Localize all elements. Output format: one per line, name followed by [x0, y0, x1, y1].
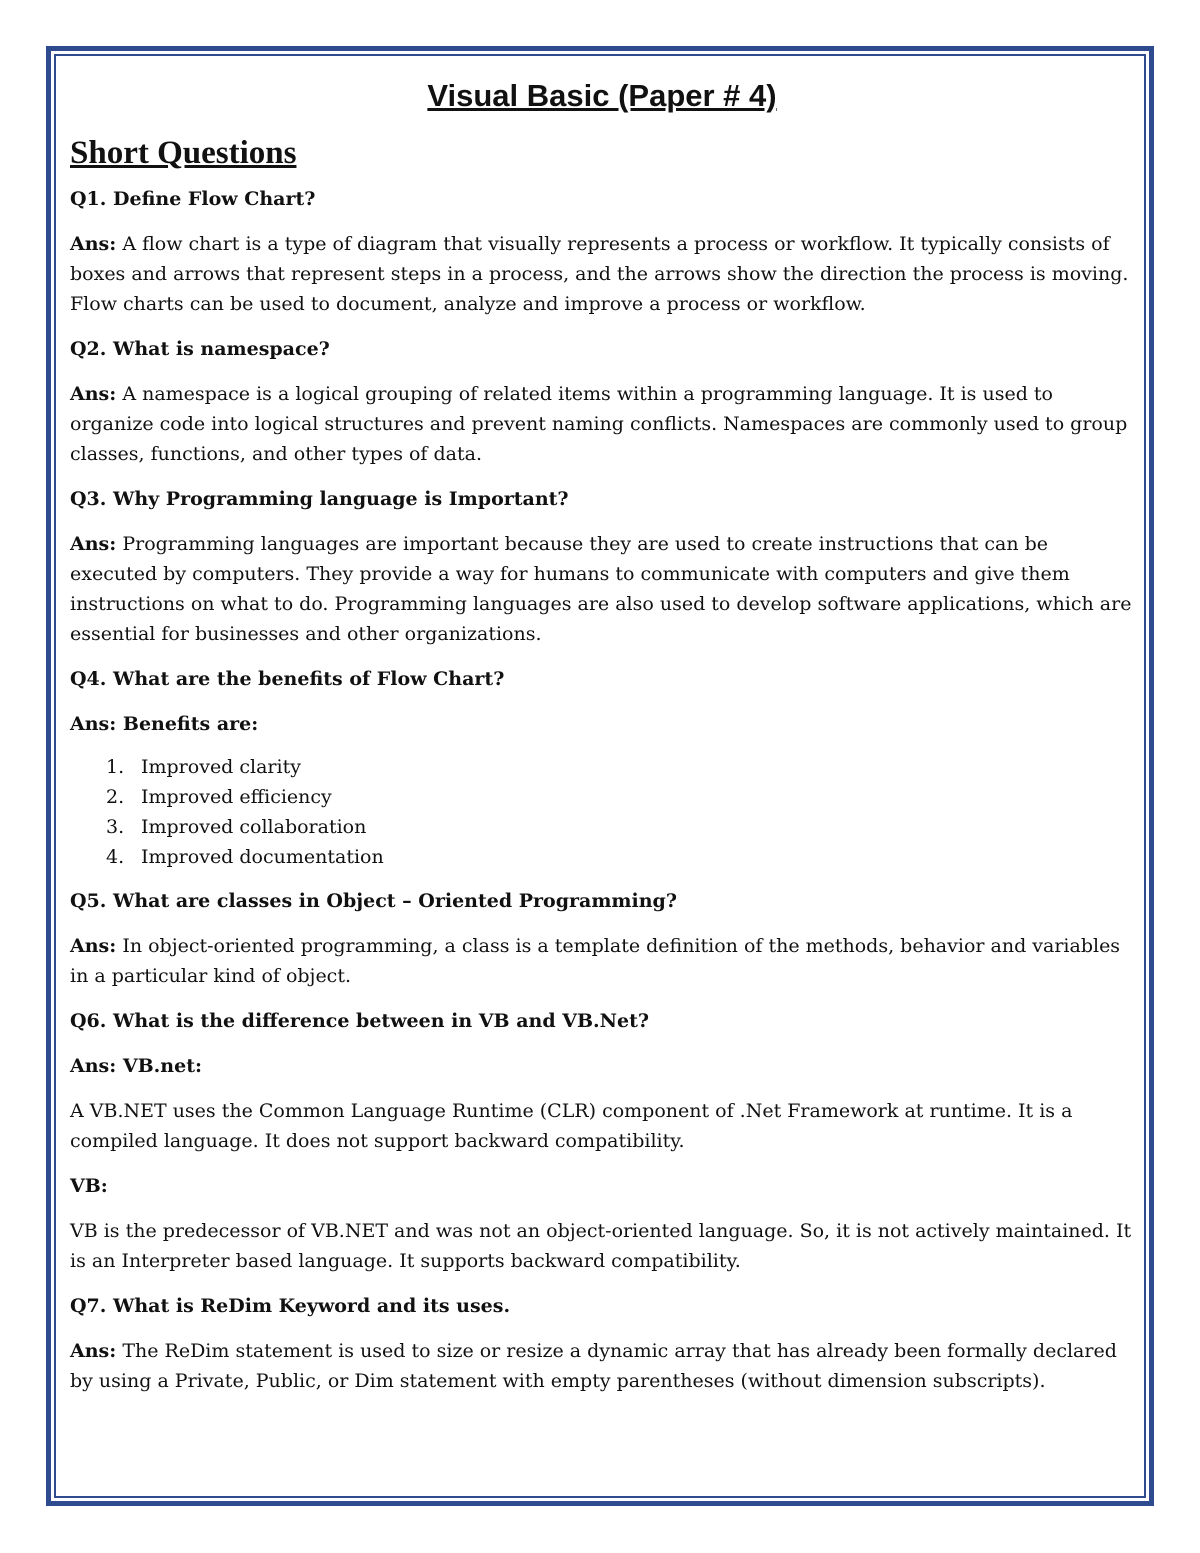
answer-label: Ans: — [70, 1340, 117, 1362]
answer-1 — [70, 229, 1134, 319]
list-item-text: Improved clarity — [141, 756, 301, 778]
list-item — [70, 812, 1134, 842]
answer-3 — [70, 529, 1134, 649]
question-5: Q5. What are classes in Object – Oriented Programming? — [70, 890, 677, 912]
answer-2-text: A namespace is a logical grouping of related items within a programming language. It is used to organize code into logical structures and prevent naming conflicts. Namespaces are commonly used to group classes, functions, and other types of data. — [70, 383, 1128, 465]
answer-7-text: The ReDim statement is used to size or resize a dynamic array that has already been formally declared by using a Private, Public, or Dim statement with empty parentheses (without dimension subscripts). — [70, 1340, 1117, 1392]
list-item-text: Improved collaboration — [141, 816, 367, 838]
question-3: Q3. Why Programming language is Important? — [70, 488, 569, 510]
vbnet-description: A VB.NET uses the Common Language Runtime (CLR) component of .Net Framework at runtime. It is a compiled language. It does not support backward compatibility. — [70, 1100, 1073, 1152]
list-number: 2. — [106, 786, 125, 808]
list-item-text: Improved efficiency — [141, 786, 332, 808]
answer-label: Ans: — [70, 533, 117, 555]
answer-7 — [70, 1336, 1134, 1396]
answer-label: Ans: — [70, 233, 117, 255]
answer-label: Ans: — [70, 935, 117, 957]
list-number: 3. — [106, 816, 125, 838]
question-4: Q4. What are the benefits of Flow Chart? — [70, 668, 505, 690]
page-title: Visual Basic (Paper # 4) — [427, 78, 777, 113]
vb-description: VB is the predecessor of VB.NET and was not an object-oriented language. So, it is not actively maintained. It is an Interpreter based language. It supports backward compatibility. — [70, 1220, 1132, 1272]
benefits-list — [70, 752, 1134, 872]
answer-1-text: A flow chart is a type of diagram that visually represents a process or workflow. It typically consists of boxes and arrows that represent steps in a process, and the arrows show the direction the process is moving. Flow charts can be used to document, analyze and improve a process or workflow. — [70, 233, 1129, 315]
section-heading: Short Questions — [70, 135, 297, 171]
question-1: Q1. Define Flow Chart? — [70, 188, 316, 210]
question-2: Q2. What is namespace? — [70, 338, 330, 360]
list-item — [70, 752, 1134, 782]
list-number: 4. — [106, 846, 125, 868]
list-number: 1. — [106, 756, 125, 778]
question-6: Q6. What is the difference between in VB and VB.Net? — [70, 1010, 650, 1032]
document-content — [70, 70, 1134, 1411]
answer-6-heading: Ans: VB.net: — [70, 1055, 202, 1077]
answer-2 — [70, 379, 1134, 469]
list-item — [70, 782, 1134, 812]
list-item-text: Improved documentation — [141, 846, 384, 868]
question-7: Q7. What is ReDim Keyword and its uses. — [70, 1295, 511, 1317]
vb-heading: VB: — [70, 1175, 108, 1197]
list-item — [70, 842, 1134, 872]
answer-4: Ans: Benefits are: — [70, 713, 259, 735]
answer-5-text: In object-oriented programming, a class is a template definition of the methods, behavior and variables in a particular kind of object. — [70, 935, 1121, 987]
answer-3-text: Programming languages are important because they are used to create instructions that can be executed by computers. They provide a way for humans to communicate with computers and give them instructions on what to do. Programming languages are also used to develop software applications, which are essential for businesses and other organizations. — [70, 533, 1132, 645]
answer-5 — [70, 931, 1134, 991]
answer-label: Ans: — [70, 383, 117, 405]
